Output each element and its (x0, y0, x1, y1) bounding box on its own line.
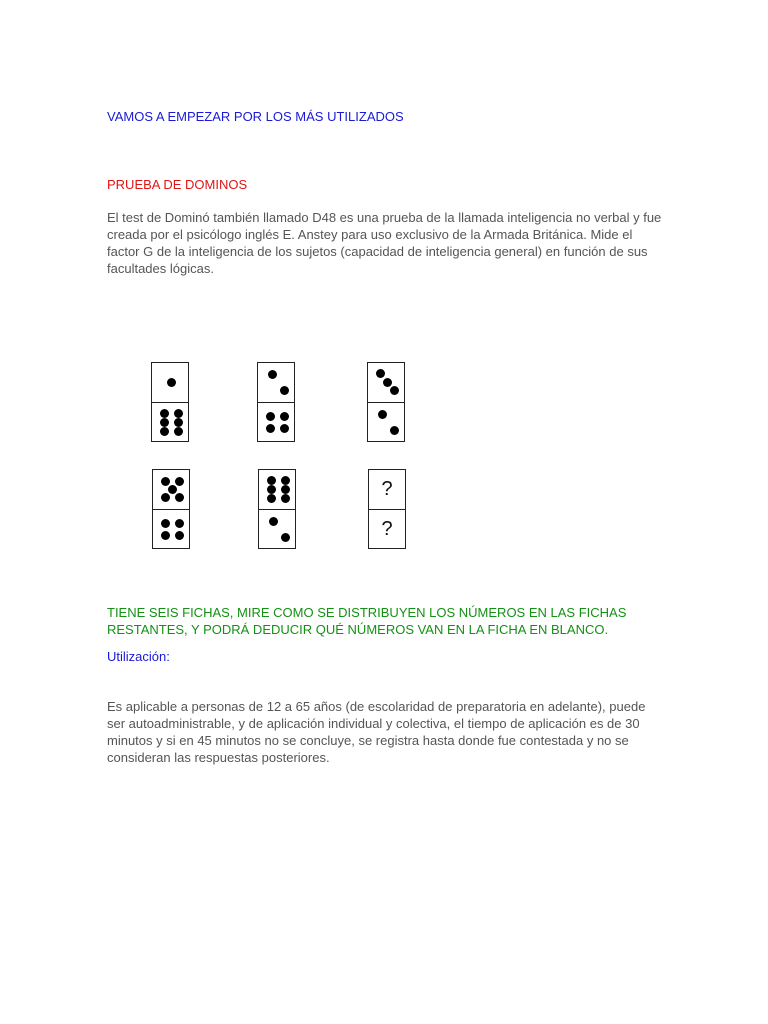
domino-pip (268, 370, 277, 379)
domino-2-bottom (258, 403, 294, 443)
domino-5 (258, 469, 296, 549)
domino-5-top (259, 470, 295, 510)
domino-5-bottom (259, 510, 295, 550)
intro-heading: VAMOS A EMPEZAR POR LOS MÁS UTILIZADOS (107, 109, 404, 124)
domino-pip (267, 485, 276, 494)
domino-3-bottom (368, 403, 404, 443)
section-title: PRUEBA DE DOMINOS (107, 177, 248, 192)
domino-pip (174, 427, 183, 436)
domino-pip (269, 517, 278, 526)
domino-pip (280, 424, 289, 433)
domino-4 (152, 469, 190, 549)
domino-pip (168, 485, 177, 494)
domino-pip (160, 427, 169, 436)
domino-blank (368, 469, 406, 549)
domino-pip (376, 369, 385, 378)
domino-pip (281, 494, 290, 503)
domino-4-top (153, 470, 189, 510)
domino-pip (390, 426, 399, 435)
domino-pip (161, 493, 170, 502)
domino-pip (383, 378, 392, 387)
domino-1 (151, 362, 189, 442)
domino-pip (160, 418, 169, 427)
domino-3-top (368, 363, 404, 403)
domino-2 (257, 362, 295, 442)
domino-blank-top (369, 470, 405, 510)
domino-pip (161, 531, 170, 540)
domino-pip (174, 409, 183, 418)
domino-pip (266, 412, 275, 421)
test-description: El test de Dominó también llamado D48 es una prueba de la llamada inteligencia no verbal y fue creada por el psicólogo inglés E. Anstey para uso exclusivo de la Armada Británica. Mide el factor G de la inteligencia de los sujetos (capacidad de inteligencia general) en función de sus facultades lógicas. (107, 210, 662, 276)
domino-1-top (152, 363, 188, 403)
domino-pip (167, 378, 176, 387)
domino-pip (175, 493, 184, 502)
domino-blank-bottom (369, 510, 405, 550)
domino-pip (174, 418, 183, 427)
domino-4-bottom (153, 510, 189, 550)
question-mark-bottom: ? (381, 518, 393, 540)
domino-pip (175, 477, 184, 486)
domino-pip (280, 386, 289, 395)
domino-pip (161, 519, 170, 528)
domino-pip (161, 477, 170, 486)
usage-text: Es aplicable a personas de 12 a 65 años (de escolaridad de preparatoria en adelante), puede ser autoadministrable, y de aplicación individual y colectiva, el tiempo de aplicación es de 30 minutos y si en 45 minutos no se concluye, se registra hasta donde fue contestada y no se consideran las respuestas posteriores. (107, 699, 646, 765)
domino-pip (160, 409, 169, 418)
domino-pip (175, 531, 184, 540)
domino-pip (267, 476, 276, 485)
domino-pip (390, 386, 399, 395)
domino-2-top (258, 363, 294, 403)
domino-pip (267, 494, 276, 503)
domino-1-bottom (152, 403, 188, 443)
domino-pip (378, 410, 387, 419)
domino-pip (175, 519, 184, 528)
domino-pip (266, 424, 275, 433)
question-mark-top: ? (381, 478, 393, 500)
usage-label: Utilización: (107, 649, 170, 664)
domino-pip (281, 533, 290, 542)
puzzle-instruction: TIENE SEIS FICHAS, MIRE COMO SE DISTRIBUYEN LOS NÚMEROS EN LAS FICHAS RESTANTES, Y PODRÁ DEDUCIR QUÉ NÚMEROS VAN EN LA FICHA EN BLANCO. (107, 605, 627, 637)
domino-pip (280, 412, 289, 421)
domino-pip (281, 476, 290, 485)
domino-3 (367, 362, 405, 442)
domino-pip (281, 485, 290, 494)
